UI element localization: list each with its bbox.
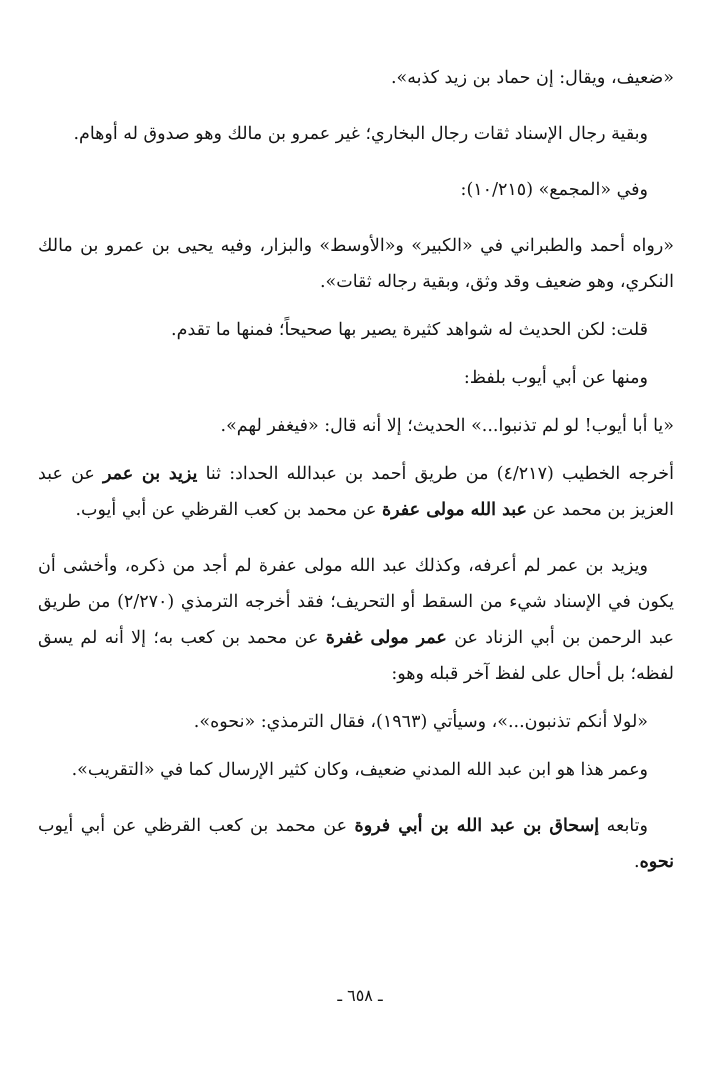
analysis-text-a: ويزيد بن عمر لم أعرفه، وكذلك عبد الله مولى عفرة لم أجد من ذكره، وأخشى أن يكون في الإسناد شيء من السقط أو التحريف؛ فقد أخرجه الترمذي (٢/٢٧٠) من طريق عبد الرحمن بن أبي الزناد عن bbox=[38, 556, 675, 648]
author-comment: قلت: لكن الحديث له شواهد كثيرة يصير بها صحيحاً؛ فمنها ما تقدم. bbox=[171, 320, 648, 340]
mutabaah-note bbox=[38, 808, 674, 880]
narrator-ishaq-ibn-abi-farwa: إسحاق بن عبد الله بن أبي فروة bbox=[354, 816, 600, 836]
narrator-yazid-ibn-umar: يزيد بن عمر bbox=[103, 464, 198, 484]
abu-ayyub-hadith-text: «يا أبا أيوب! لو لم تذنبوا...» الحديث؛ إلا أنه قال: «فيغفر لهم». bbox=[220, 416, 674, 436]
majma-quote: «رواه أحمد والطبراني في «الكبير» و«الأوسط» والبزار، وفيه يحيى بن عمرو بن مالك النكري، وهو ضعيف وقد وثق، وبقية رجاله ثقات». bbox=[38, 236, 674, 292]
tirmidhi-hadith-text: «لولا أنكم تذنبون...»، وسيأتي (١٩٦٣)، فقال الترمذي: «نحوه». bbox=[193, 712, 648, 732]
quote-weak-narrator: «ضعيف، ويقال: إن حماد بن زيد كذبه». bbox=[390, 68, 674, 88]
analysis-text-c: عن محمد بن كعب به؛ إلا أنه لم يسق لفظه؛ بل أحال على لفظ آخر قبله وهو: bbox=[38, 628, 674, 684]
document-page bbox=[38, 60, 674, 880]
majma-reference: وفي «المجمع» (١٠/٢١٥): bbox=[460, 180, 648, 200]
narrator-abdullah-mawla-afra: عبد الله مولى عفرة bbox=[381, 500, 527, 520]
khatib-text-c: عن عبد العزيز بن محمد عن bbox=[38, 464, 674, 520]
isnad-narrators-note: وبقية رجال الإسناد ثقات رجال البخاري؛ غير عمرو بن مالك وهو صدوق له أوهام. bbox=[73, 124, 648, 144]
khatib-takhrij bbox=[38, 456, 674, 528]
mutabaah-text-a: وتابعه bbox=[599, 816, 649, 836]
umar-grading: وعمر هذا هو ابن عبد الله المدني ضعيف، وكان كثير الإرسال كما في «التقريب». bbox=[71, 760, 648, 780]
khatib-text-d: عن محمد بن كعب القرظي عن أبي أيوب. bbox=[75, 500, 382, 520]
isnad-analysis bbox=[38, 548, 674, 692]
narrator-umar-mawla-ghafra: عمر مولى غفرة bbox=[325, 628, 447, 648]
mutabaah-text-c: عن محمد بن كعب القرظي عن أبي أيوب bbox=[38, 816, 355, 836]
abu-ayyub-intro: ومنها عن أبي أيوب بلفظ: bbox=[463, 368, 648, 388]
mutabaah-text-d: . bbox=[634, 852, 640, 872]
mutabaah-nahwahu: نحوه bbox=[639, 852, 674, 872]
page-number: ـ ٦٥٨ ـ bbox=[337, 986, 383, 1005]
khatib-text-a: أخرجه الخطيب (٤/٢١٧) من طريق أحمد بن عبدالله الحداد: ثنا bbox=[197, 464, 674, 484]
